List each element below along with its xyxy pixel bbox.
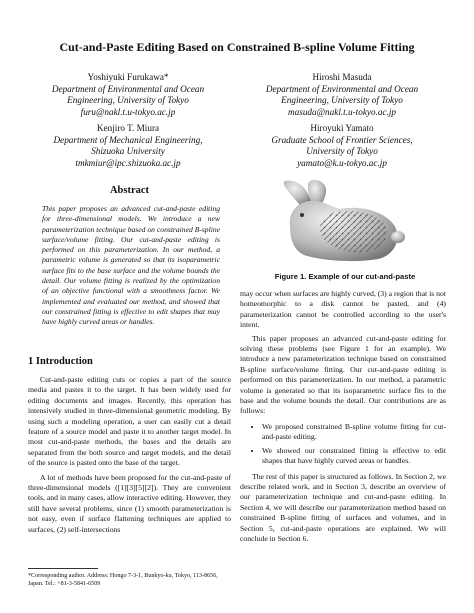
- author-email: furu@nakl.t.u-tokyo.ac.jp: [80, 106, 176, 117]
- author-affiliation: Engineering, University of Tokyo: [67, 95, 189, 106]
- paper-title: Cut-and-Paste Editing Based on Constrained B-spline Volume Fitting: [59, 40, 415, 54]
- author-affiliation: Shizuoka University: [91, 146, 165, 157]
- author-affiliation: Engineering, University of Tokyo: [281, 95, 403, 106]
- author-name: Hiroshi Masuda: [312, 72, 372, 82]
- author-name: Yoshiyuki Furukawa*: [87, 72, 169, 82]
- bunny-model-illustration: [260, 175, 420, 265]
- abstract-heading: Abstract: [109, 185, 150, 196]
- list-item: • We proposed constrained B-spline volume fitting for cut-and-paste editing.: [262, 422, 446, 443]
- paragraph: The rest of this paper is structured as follows. In Section 2, we describe related work, and in Section 3, describe an overview of our parameterization technique and cut-and-paste editing. In Section 4, we will describe our parameterization method based on constrained B-spline fitting of surfaces and volumes, and in Section 5, cut-and-paste operations are explained. We will conclude in Section 6.: [240, 471, 446, 543]
- paragraph: This paper proposes an advanced cut-and-paste editing for solving these problems (see Figure 1 for an example). We introduce a new parameterization technique based on constrained B-spline surface/volume fitting. Our cut-and-paste editing is performed on this parameterization. In our method, a parametric volume is generated so that its isoparametric surface fits to the base and the volume bounds the detail. Our contributions are as follows:: [240, 333, 446, 416]
- paragraph: A lot of methods have been proposed for the cut-and-paste of three-dimensional models ([1][3][5][2]). They are convenient tools, and in many cases, allow interactive editing. However, they still have several problems, since (1) smooth parameterization is not easy, even if surface flattening techniques are applied to surfaces, (2) self-intersections: [28, 472, 231, 534]
- figure-1-image: [260, 175, 420, 265]
- contributions-list: [240, 422, 446, 467]
- paragraph: Cut-and-paste editing cuts or copies a part of the source media and pastes it to the target. It has been widely used for editing documents and images. Recently, this operation has intensively studied in three-dimensional geometric modeling. By using such a modeling operation, a user can easily cut a detail feature of a source model and paste it to another target model. In most cut-and-paste methods, the bases and the details are separated from the both source and target models, and the detail of the source is pasted onto the base of the target.: [28, 375, 231, 468]
- introduction-body: [28, 375, 231, 535]
- introduction-heading: 1 Introduction: [28, 356, 93, 367]
- author-affiliation: Department of Environmental and Ocean: [51, 83, 205, 94]
- author-block-2: [242, 72, 442, 118]
- paragraph: may occur when surfaces are highly curved, (3) a region that is not homeomorphic to a disk cannot be pasted, and (4) parameterization cannot be controlled according to the user's intent.: [240, 289, 446, 330]
- author-block-4: [242, 123, 442, 169]
- list-item: • We showed our constrained fitting is effective to edit shapes that have highly curved areas or handles.: [262, 446, 446, 467]
- author-block-3: [28, 123, 228, 169]
- author-email: yamato@k.u-tokyo.ac.jp: [297, 157, 387, 168]
- footnote-rule: [28, 568, 98, 569]
- author-name: Kenjiro T. Miura: [96, 123, 160, 133]
- author-affiliation: Department of Environmental and Ocean: [265, 83, 419, 94]
- footnote: *Corresponding author. Address: Hongo 7-3-1, Bunkyo-ku, Tokyo, 113-8656, Japan. Tel.: +81-3-5841-6509: [28, 573, 218, 587]
- right-column-body: [240, 289, 446, 544]
- author-email: tmkmiur@ipc.shizuoka.ac.jp: [75, 157, 181, 168]
- author-name: Hiroyuki Yamato: [310, 123, 374, 133]
- figure-1-caption: Figure 1. Example of our cut-and-paste: [274, 272, 416, 281]
- abstract-text: This paper proposes an advanced cut-and-paste editing for three-dimensional models. We introduce a new parameterization technique based on constrained B-spline surface/volume fitting. Our cut-and-paste editing is performed on this parameterization. In our method, a parametric volume is generated so that its isoparametric surface fits to the base surface and the volume bounds the detail. Our volume fitting is realized by the optimization of an objective functional with a smoothness factor. We implemented and evaluated our method, and showed that our constrained fitting is effective to edit shapes that may have highly curved areas or handles.: [42, 204, 220, 327]
- author-affiliation: Department of Mechanical Engineering,: [53, 134, 203, 145]
- author-block-1: [28, 72, 228, 118]
- author-affiliation: University of Tokyo: [306, 146, 378, 157]
- author-email: masuda@nakl.t.u-tokyo.ac.jp: [288, 106, 396, 117]
- author-affiliation: Graduate School of Frontier Sciences,: [271, 134, 413, 145]
